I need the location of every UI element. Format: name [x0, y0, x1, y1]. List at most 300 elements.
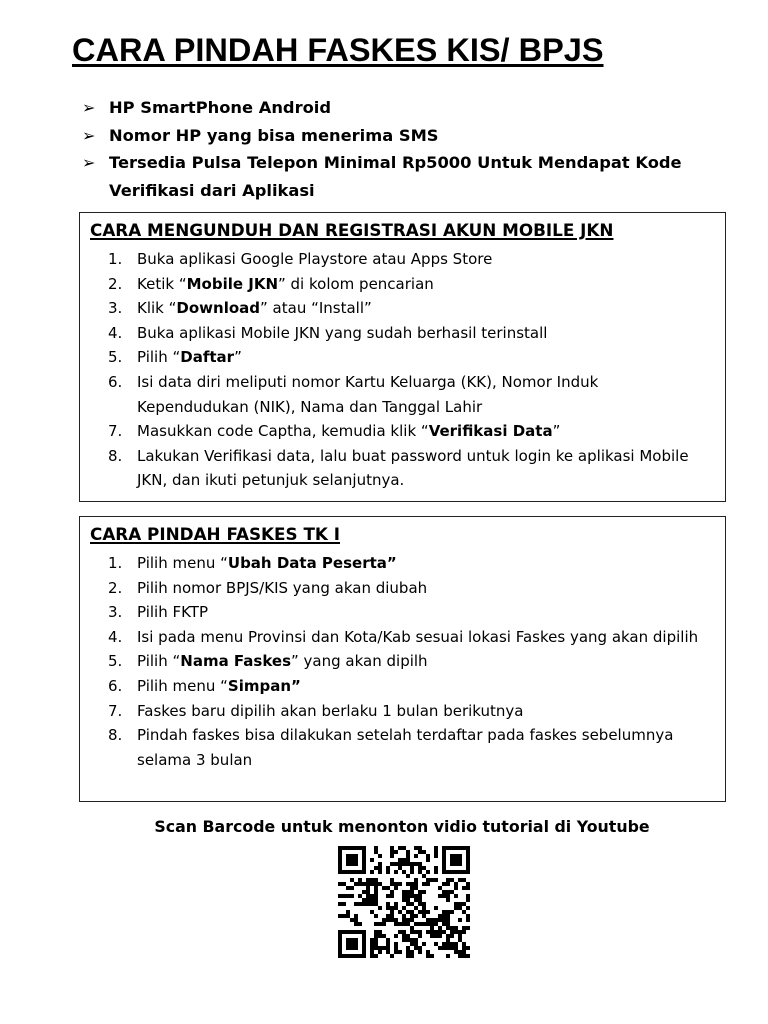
qr-module: [426, 918, 430, 922]
qr-module: [446, 926, 450, 930]
step-text: ” atau “Install”: [260, 299, 372, 318]
qr-module: [406, 854, 410, 858]
step-text: Isi pada menu Provinsi dan Kota/Kab sesuai lokasi Faskes yang akan dipilih: [137, 627, 699, 646]
step-item: [108, 699, 714, 724]
step-number: 1.: [108, 554, 123, 572]
qr-module: [406, 910, 410, 914]
qr-module: [386, 866, 390, 870]
step-number: 6.: [108, 676, 123, 695]
qr-module: [442, 890, 446, 894]
qr-module: [418, 862, 422, 866]
step-item: [108, 444, 714, 493]
step-text: Buka aplikasi Google Playstore atau Apps Store: [137, 250, 493, 268]
qr-module: [346, 886, 350, 890]
step-text: Faskes baru dipilih akan berlaku 1 bulan berikutnya: [137, 701, 524, 720]
qr-module: [422, 882, 426, 886]
step-emphasis: Ubah Data Peserta”: [227, 554, 397, 572]
qr-module: [390, 846, 394, 850]
qr-module: [466, 906, 470, 910]
qr-module: [418, 866, 422, 870]
qr-module: [410, 902, 414, 906]
qr-module: [338, 894, 342, 898]
qr-module: [374, 946, 378, 950]
qr-module: [350, 894, 354, 898]
qr-module: [446, 914, 450, 918]
qr-module: [374, 954, 378, 958]
qr-module: [418, 946, 422, 950]
qr-module: [410, 938, 414, 942]
qr-module: [402, 846, 406, 850]
qr-module: [398, 862, 402, 866]
qr-module: [398, 882, 402, 886]
qr-module: [406, 950, 410, 954]
qr-module: [450, 934, 454, 938]
qr-module: [446, 946, 450, 950]
qr-module: [402, 938, 406, 942]
step-text: Pilih menu “: [137, 676, 228, 695]
step-text: Masukkan code Captha, kemudia klik “: [137, 422, 429, 441]
qr-module: [382, 918, 386, 922]
step-number: 8.: [108, 446, 123, 465]
qr-module: [434, 878, 438, 882]
step-text: Pilih “: [137, 652, 181, 671]
qr-module: [422, 850, 426, 854]
qr-module: [394, 882, 398, 886]
qr-module: [410, 950, 414, 954]
step-text: Ketik “: [137, 274, 187, 293]
qr-module: [454, 946, 458, 950]
qr-module: [422, 942, 426, 946]
qr-module: [390, 854, 394, 858]
qr-caption: Scan Barcode untuk menonton vidio tutorial di Youtube: [154, 817, 650, 836]
step-item: [108, 345, 714, 370]
qr-module: [382, 922, 386, 926]
qr-module: [438, 886, 442, 890]
requirement-text: Nomor HP yang bisa menerima SMS: [109, 125, 439, 145]
qr-module: [462, 886, 466, 890]
qr-module: [402, 914, 406, 918]
qr-module: [450, 942, 454, 946]
qr-module: [378, 950, 382, 954]
qr-module: [446, 934, 450, 938]
qr-module: [422, 914, 426, 918]
qr-module: [406, 954, 410, 958]
qr-module: [410, 866, 414, 870]
qr-module: [374, 890, 378, 894]
qr-module: [346, 914, 350, 918]
qr-module: [410, 870, 414, 874]
qr-module: [422, 890, 426, 894]
qr-module: [394, 906, 398, 910]
step-item: [108, 625, 714, 650]
qr-module: [346, 910, 350, 914]
qr-module: [382, 934, 386, 938]
qr-module: [390, 906, 394, 910]
qr-module: [386, 946, 390, 950]
step-text: Lakukan Verifikasi data, lalu buat password untuk login ke aplikasi Mobile JKN, dan ikuti petunjuk selanjutnya.: [137, 446, 689, 490]
qr-module: [374, 886, 378, 890]
qr-module: [458, 950, 462, 954]
qr-module: [414, 894, 418, 898]
qr-module: [418, 846, 422, 850]
qr-module: [394, 950, 398, 954]
step-number: 2.: [108, 274, 123, 293]
qr-module: [350, 918, 354, 922]
qr-module: [454, 902, 458, 906]
qr-module: [342, 914, 346, 918]
qr-module: [410, 918, 414, 922]
qr-module: [446, 898, 450, 902]
qr-module: [358, 894, 362, 898]
step-text: ”: [234, 348, 242, 367]
step-number: 7.: [108, 422, 123, 441]
qr-module: [370, 858, 374, 862]
qr-module: [434, 870, 438, 874]
qr-module: [442, 882, 446, 886]
qr-module: [398, 922, 402, 926]
qr-module: [458, 930, 462, 934]
step-item: [108, 576, 714, 601]
qr-module: [374, 930, 378, 934]
arrow-bullet-icon: ➢: [82, 153, 96, 172]
qr-module: [434, 854, 438, 858]
qr-module: [386, 870, 390, 874]
qr-module: [370, 938, 374, 942]
qr-module: [390, 954, 394, 958]
qr-module: [374, 894, 378, 898]
step-text: Klik “: [137, 299, 177, 318]
qr-module: [434, 906, 438, 910]
qr-module: [342, 894, 346, 898]
qr-module: [442, 922, 446, 926]
qr-module: [374, 898, 378, 902]
qr-module: [446, 878, 450, 882]
qr-module: [374, 914, 378, 918]
qr-module: [350, 886, 354, 890]
qr-module: [446, 922, 450, 926]
qr-module: [370, 870, 374, 874]
qr-module: [378, 870, 382, 874]
qr-module: [422, 922, 426, 926]
qr-module: [366, 882, 370, 886]
qr-module: [462, 926, 466, 930]
qr-module: [458, 906, 462, 910]
qr-module: [342, 902, 346, 906]
qr-module: [410, 954, 414, 958]
qr-module: [402, 858, 406, 862]
qr-module: [454, 926, 458, 930]
qr-module: [370, 942, 374, 946]
step-item: [108, 419, 714, 444]
qr-module: [430, 918, 434, 922]
qr-module: [434, 922, 438, 926]
qr-module: [362, 898, 366, 902]
qr-module: [406, 850, 410, 854]
requirement-item: [82, 122, 732, 150]
qr-module: [462, 910, 466, 914]
qr-module: [418, 922, 422, 926]
qr-module: [430, 922, 434, 926]
qr-module: [378, 854, 382, 858]
qr-module: [466, 894, 470, 898]
qr-module: [402, 862, 406, 866]
qr-module: [426, 954, 430, 958]
qr-module: [394, 902, 398, 906]
qr-module: [374, 846, 378, 850]
step-text: ”: [552, 422, 561, 441]
qr-module: [426, 870, 430, 874]
qr-module: [462, 954, 466, 958]
qr-module: [418, 870, 422, 874]
qr-module: [354, 882, 358, 886]
qr-module: [414, 942, 418, 946]
qr-module: [366, 894, 370, 898]
qr-module: [394, 922, 398, 926]
step-emphasis: Simpan”: [227, 676, 301, 695]
qr-module: [414, 846, 418, 850]
qr-module: [386, 942, 390, 946]
qr-module: [406, 934, 410, 938]
qr-module: [390, 850, 394, 854]
pindah-faskes-box: [79, 516, 726, 802]
pindah-steps-list: [108, 551, 714, 772]
qr-module: [438, 934, 442, 938]
qr-module: [418, 934, 422, 938]
qr-module: [414, 886, 418, 890]
qr-module: [430, 954, 434, 958]
qr-module: [466, 898, 470, 902]
qr-module: [370, 898, 374, 902]
qr-module: [394, 862, 398, 866]
qr-module: [394, 870, 398, 874]
step-item: [108, 321, 714, 346]
qr-module: [414, 882, 418, 886]
step-number: 3.: [108, 299, 123, 318]
qr-module: [414, 914, 418, 918]
step-item: [108, 272, 714, 297]
qr-module: [386, 902, 390, 906]
qr-module: [458, 902, 462, 906]
qr-module: [430, 930, 434, 934]
qr-module: [466, 914, 470, 918]
qr-module: [378, 862, 382, 866]
qr-module: [454, 894, 458, 898]
requirement-item: [82, 94, 732, 122]
qr-module: [462, 878, 466, 882]
qr-module: [354, 922, 358, 926]
qr-module: [354, 918, 358, 922]
qr-module: [446, 938, 450, 942]
qr-module: [370, 894, 374, 898]
qr-module: [370, 902, 374, 906]
step-emphasis: Nama Faskes: [180, 652, 292, 671]
arrow-bullet-icon: ➢: [82, 98, 96, 117]
qr-module: [362, 902, 366, 906]
qr-module: [458, 934, 462, 938]
step-item: [108, 551, 714, 576]
qr-module: [374, 866, 378, 870]
qr-module: [402, 918, 406, 922]
qr-module: [466, 954, 470, 958]
qr-module: [418, 890, 422, 894]
qr-module: [466, 946, 470, 950]
qr-module: [382, 946, 386, 950]
qr-module: [362, 882, 366, 886]
pindah-section-title: CARA PINDAH FASKES TK I: [90, 524, 340, 544]
page-title: CARA PINDAH FASKES KIS/ BPJS: [72, 32, 604, 68]
qr-module: [450, 910, 454, 914]
qr-module: [374, 902, 378, 906]
step-emphasis: Mobile JKN: [186, 274, 278, 293]
qr-module: [458, 878, 462, 882]
step-text: Pilih nomor BPJS/KIS yang akan diubah: [137, 578, 428, 597]
qr-module: [442, 914, 446, 918]
step-text: Pindah faskes bisa dilakukan setelah terdaftar pada faskes sebelumnya selama 3 bulan: [137, 726, 674, 769]
qr-module: [374, 942, 378, 946]
qr-module: [438, 926, 442, 930]
qr-module: [410, 914, 414, 918]
qr-module: [434, 846, 438, 850]
qr-module: [410, 862, 414, 866]
step-number: 5.: [108, 652, 123, 671]
qr-module: [422, 874, 426, 878]
qr-module: [362, 890, 366, 894]
qr-module: [426, 950, 430, 954]
step-number: 4.: [108, 627, 123, 646]
qr-module: [410, 894, 414, 898]
qr-module: [434, 930, 438, 934]
qr-module: [426, 930, 430, 934]
step-text: Isi data diri meliputi nomor Kartu Keluarga (KK), Nomor Induk Kependudukan (NIK), Nama dan Tanggal Lahir: [137, 372, 599, 416]
step-number: 4.: [108, 323, 123, 342]
qr-module: [394, 934, 398, 938]
step-text: Pilih “: [137, 348, 181, 367]
qr-module: [414, 938, 418, 942]
step-item: [108, 600, 714, 625]
qr-module: [402, 922, 406, 926]
qr-module: [390, 862, 394, 866]
qr-module: [406, 882, 410, 886]
step-text: ” di kolom pencarian: [278, 274, 434, 293]
step-text: Pilih menu “: [137, 554, 228, 572]
qr-module: [370, 954, 374, 958]
qr-module: [366, 902, 370, 906]
qr-module: [378, 922, 382, 926]
qr-module: [426, 922, 430, 926]
step-number: 2.: [108, 578, 123, 597]
qr-module: [458, 954, 462, 958]
qr-module: [398, 930, 402, 934]
qr-module: [370, 878, 374, 882]
download-steps-list: [108, 247, 714, 493]
qr-module: [370, 910, 374, 914]
step-item: [108, 370, 714, 419]
qr-module: [366, 886, 370, 890]
qr-module: [370, 882, 374, 886]
qr-module: [402, 894, 406, 898]
qr-module: [466, 882, 470, 886]
qr-module: [406, 922, 410, 926]
step-number: 8.: [108, 726, 123, 745]
step-emphasis: Verifikasi Data: [428, 422, 553, 441]
qr-module: [434, 850, 438, 854]
qr-module: [458, 918, 462, 922]
qr-module: [426, 854, 430, 858]
qr-code-icon[interactable]: [338, 846, 470, 958]
qr-module: [458, 938, 462, 942]
qr-module: [398, 950, 402, 954]
step-item: [108, 247, 714, 272]
qr-module: [442, 946, 446, 950]
qr-module: [418, 910, 422, 914]
step-text: Pilih FKTP: [137, 603, 209, 622]
qr-module: [402, 934, 406, 938]
step-emphasis: Download: [176, 299, 261, 318]
qr-module: [374, 938, 378, 942]
qr-module: [378, 882, 382, 886]
qr-module: [386, 886, 390, 890]
qr-module: [390, 914, 394, 918]
qr-module: [438, 914, 442, 918]
qr-module: [394, 886, 398, 890]
qr-module: [402, 898, 406, 902]
qr-module: [402, 870, 406, 874]
qr-module: [394, 942, 398, 946]
step-text: ” yang akan dipilh: [291, 652, 428, 671]
qr-module: [466, 926, 470, 930]
qr-module: [378, 866, 382, 870]
qr-module: [402, 930, 406, 934]
qr-module: [418, 850, 422, 854]
qr-module: [358, 882, 362, 886]
download-section-title: CARA MENGUNDUH DAN REGISTRASI AKUN MOBILE JKN: [90, 220, 614, 240]
qr-module: [366, 890, 370, 894]
qr-module: [418, 902, 422, 906]
qr-module: [406, 862, 410, 866]
qr-module: [386, 938, 390, 942]
qr-module: [338, 902, 342, 906]
qr-module: [454, 906, 458, 910]
qr-module: [438, 946, 442, 950]
qr-module: [394, 850, 398, 854]
qr-module: [442, 930, 446, 934]
qr-module: [354, 902, 358, 906]
qr-module: [434, 934, 438, 938]
qr-module: [410, 930, 414, 934]
download-registration-box: [79, 212, 726, 502]
qr-module: [442, 894, 446, 898]
qr-module: [374, 922, 378, 926]
qr-module: [350, 878, 354, 882]
qr-module: [382, 886, 386, 890]
qr-module: [410, 910, 414, 914]
qr-module: [442, 942, 446, 946]
qr-module: [398, 866, 402, 870]
qr-module: [450, 878, 454, 882]
qr-module: [394, 918, 398, 922]
qr-module: [438, 918, 442, 922]
step-emphasis: Daftar: [180, 348, 235, 367]
qr-module: [410, 882, 414, 886]
qr-module: [442, 910, 446, 914]
qr-module: [386, 906, 390, 910]
qr-module: [374, 882, 378, 886]
qr-module: [378, 930, 382, 934]
qr-module: [358, 922, 362, 926]
step-number: 1.: [108, 250, 123, 268]
qr-module: [406, 938, 410, 942]
step-number: 3.: [108, 603, 123, 622]
